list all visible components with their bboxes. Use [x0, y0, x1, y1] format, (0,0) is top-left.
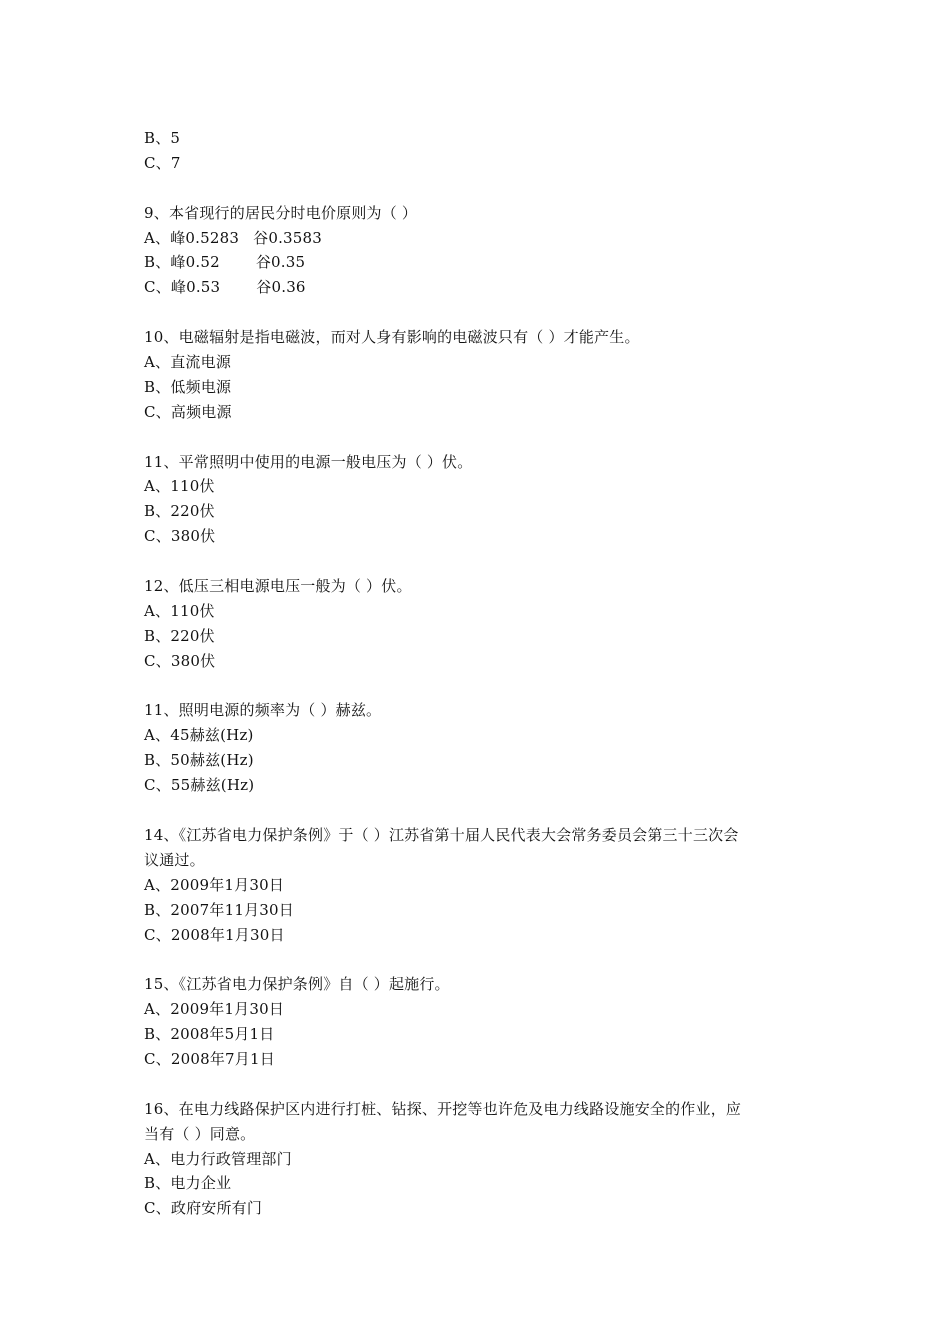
option-a: A、110伏 — [144, 601, 215, 620]
option-label: A、峰0.5283 — [144, 228, 240, 247]
option-value: 谷0.35 — [255, 253, 306, 272]
option-label: C、峰0.53 — [144, 278, 221, 297]
option-label: B、峰0.52 — [144, 253, 220, 272]
question-text: 10、电磁辐射是指电磁波，而对人身有影响的电磁波只有（ ）才能产生。 — [144, 328, 640, 347]
question-text: 11、照明电源的频率为（ ）赫兹。 — [144, 701, 382, 720]
option-c: C、高频电源 — [144, 402, 232, 421]
question-text: 12、低压三相电源电压一般为（ ）伏。 — [144, 577, 412, 596]
question-text-line-2: 当有（ ）同意。 — [144, 1124, 256, 1143]
option-c: C、380伏 — [144, 527, 216, 546]
option-b: B、电力企业 — [144, 1174, 232, 1193]
option-b: B、2008年5月1日 — [144, 1025, 275, 1044]
question-14 — [144, 823, 824, 947]
option-c: C、政府安所有门 — [144, 1199, 263, 1218]
question-text-line-1: 14、《江苏省电力保护条例》于（ ）江苏省第十届人民代表大会常务委员会第三十三次会 — [144, 825, 739, 844]
question-text: 15、《江苏省电力保护条例》自（ ）起施行。 — [144, 975, 450, 994]
question-11 — [144, 450, 824, 550]
question-16 — [144, 1097, 824, 1221]
document-page — [144, 126, 824, 1221]
option-value: 谷0.3583 — [253, 228, 323, 247]
option-c: C、2008年1月30日 — [144, 925, 285, 944]
option-a: A、2009年1月30日 — [144, 1000, 285, 1019]
option-a — [144, 226, 824, 251]
question-text: 9、本省现行的居民分时电价原则为（ ） — [144, 203, 418, 222]
option-a: A、直流电源 — [144, 353, 232, 372]
option-a: A、110伏 — [144, 477, 215, 496]
option-a: A、电力行政管理部门 — [144, 1149, 292, 1168]
option-c: C、7 — [144, 153, 181, 172]
option-a: A、45赫兹(Hz) — [144, 726, 254, 745]
option-b: B、220伏 — [144, 502, 215, 521]
question-8-continuation — [144, 126, 824, 176]
option-c: C、55赫兹(Hz) — [144, 776, 255, 795]
option-b: B、50赫兹(Hz) — [144, 751, 254, 770]
question-9 — [144, 201, 824, 301]
question-10 — [144, 325, 824, 425]
option-b: B、5 — [144, 129, 181, 147]
option-b — [144, 250, 824, 275]
option-value: 谷0.36 — [256, 278, 306, 297]
option-c — [144, 275, 824, 300]
question-text-line-1: 16、在电力线路保护区内进行打桩、钻探、开挖等也许危及电力线路设施安全的作业，应 — [144, 1099, 742, 1118]
option-c: C、380伏 — [144, 651, 216, 670]
option-b: B、220伏 — [144, 626, 215, 645]
option-b: B、2007年11月30日 — [144, 900, 294, 919]
question-12 — [144, 574, 824, 674]
option-b: B、低频电源 — [144, 377, 232, 396]
question-13 — [144, 698, 824, 798]
question-text: 11、平常照明中使用的电源一般电压为（ ）伏。 — [144, 452, 473, 471]
question-15 — [144, 972, 824, 1072]
option-c: C、2008年7月1日 — [144, 1049, 275, 1068]
option-a: A、2009年1月30日 — [144, 875, 285, 894]
question-text-line-2: 议通过。 — [144, 850, 205, 869]
